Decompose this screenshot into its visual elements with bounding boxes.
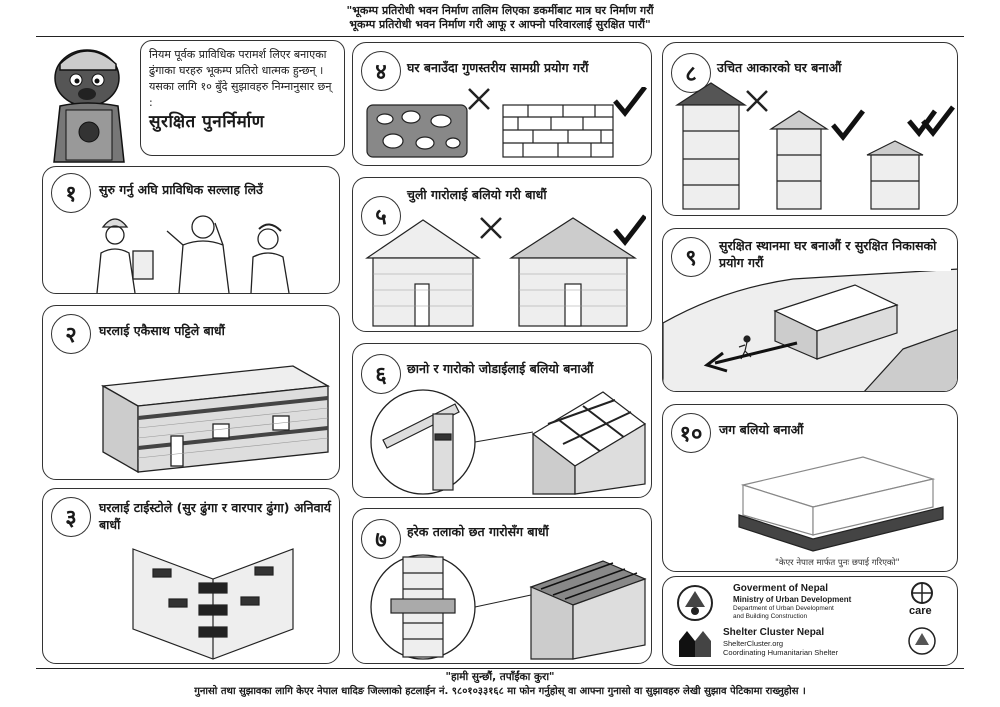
footer-rule <box>36 668 964 669</box>
header-line-2: भूकम्प प्रतिरोधी भवन निर्माण गरी आफू र आफ्नो परिवारलाई सुरक्षित पारौं" <box>349 18 651 31</box>
double-tick-icon <box>909 107 953 133</box>
step-number: ३ <box>51 497 91 537</box>
reprint-caption: "केएर नेपाल मार्फत पुनः छपाई गरिएको" <box>775 558 900 568</box>
panel-7 <box>352 508 652 664</box>
panel-5 <box>352 177 652 332</box>
panel-2 <box>42 305 340 480</box>
step-number: ६ <box>361 354 401 394</box>
header-line-1: "भूकम्प प्रतिरोधी भवन निर्माण तालिम लिएका डकर्मीबाट मात्र घर निर्माण गरौं <box>346 4 654 17</box>
logo-panel <box>662 576 958 666</box>
step-number: ४ <box>361 51 401 91</box>
step-number: २ <box>51 314 91 354</box>
cross-icon <box>481 218 501 238</box>
panel-9 <box>662 228 958 392</box>
step-title: सुरु गर्नु अघि प्राविधिक सल्लाह लिउँ <box>99 182 263 197</box>
floor-tie-illustration <box>363 549 648 661</box>
mascot-illustration <box>42 40 142 166</box>
cross-icon <box>747 91 767 111</box>
tick-icon <box>615 216 645 242</box>
gov-dept-1: Department of Urban Development <box>733 605 834 612</box>
step-number: ८ <box>671 53 711 93</box>
panel-4 <box>352 42 652 166</box>
care-logo-icon <box>907 581 937 605</box>
gov-ministry: Ministry of Urban Development <box>733 595 852 604</box>
step-title: घरलाई एकैसाथ पट्टिले बाधौं <box>99 323 225 338</box>
foundation-illustration <box>733 445 953 553</box>
nepal-emblem-icon <box>675 583 715 623</box>
step-title: घर बनाउँदा गुणस्तरीय सामग्री प्रयोग गरौं <box>407 60 589 75</box>
header <box>0 4 1000 32</box>
house-band-illustration <box>93 346 333 476</box>
step-title: सुरक्षित स्थानमा घर बनाऔं र सुरक्षित निकासको प्रयोग गरौं <box>719 237 951 271</box>
step-title: चुली गारोलाई बलियो गरी बाधौं <box>407 187 547 202</box>
gable-wall-illustration <box>361 214 646 330</box>
roof-wall-joint-illustration <box>363 384 648 496</box>
panel-1 <box>42 166 340 294</box>
intro-heading: सुरक्षित पुनर्निर्माण <box>149 112 265 132</box>
footer-slogan: "हामी सुन्छौं, तपाँईंका कुरा" <box>445 671 555 683</box>
shelter-url: ShelterCluster.org <box>723 639 784 648</box>
tick-icon <box>833 111 863 137</box>
people-consulting-illustration <box>83 205 313 293</box>
corner-stone-illustration <box>113 539 313 661</box>
panel-3 <box>42 488 340 664</box>
materials-compare-illustration <box>363 87 648 163</box>
step-number: १ <box>51 173 91 213</box>
tick-icon <box>615 87 645 113</box>
step-number: ७ <box>361 519 401 559</box>
step-number: ९ <box>671 237 711 277</box>
house-sizes-illustration <box>671 81 955 211</box>
shelter-tagline: Coordinating Humanitarian Shelter <box>723 648 839 657</box>
gov-dept-2: and Building Construction <box>733 613 808 620</box>
gov-title: Goverment of Nepal <box>733 583 829 594</box>
step-title: हरेक तलाको छत गारोसँग बाधौं <box>407 524 549 539</box>
cross-icon <box>469 89 489 109</box>
intro-text: नियम पूर्वक प्राविधिक परामर्श लिएर बनाएका ढुंगाका घरहरु भूकम्प प्रतिरो धात्मक हुन्छन् । यसका लागि १० बुँदे सुझावहरु निम्नानुसार छन् : <box>149 48 332 109</box>
shelter-cluster-hands-icon <box>675 627 715 661</box>
district-emblem-icon <box>907 625 937 659</box>
step-title: छानो र गारोको जोडाईलाई बलियो बनाऔं <box>407 361 594 376</box>
intro-callout <box>140 40 345 156</box>
panel-8 <box>662 42 958 216</box>
step-title: उचित आकारको घर बनाऔं <box>717 60 842 75</box>
header-rule <box>36 36 964 37</box>
step-title: घरलाई टाईस्टोले (सुर ढुंगा र वारपार ढुंगा) अनिवार्य बाधौं <box>99 500 332 532</box>
shelter-title: Shelter Cluster Nepal <box>723 627 825 638</box>
step-title: जग बलियो बनाऔं <box>719 422 804 437</box>
panel-10 <box>662 404 958 572</box>
footer-contact: गुनासो तथा सुझावका लागि केएर नेपाल धादिङ जिल्लाको हटलाईन नं. ९८०१०३३१६८ मा फोन गर्नुहोस् वा आफ्ना गुनासो वा सुझावहरु लेखी सुझाव पेटिकामा राख्नुहोस । <box>194 686 806 697</box>
care-label: care <box>909 605 932 617</box>
panel-6 <box>352 343 652 498</box>
step-number: ५ <box>361 196 401 236</box>
step-number: १० <box>671 413 711 453</box>
